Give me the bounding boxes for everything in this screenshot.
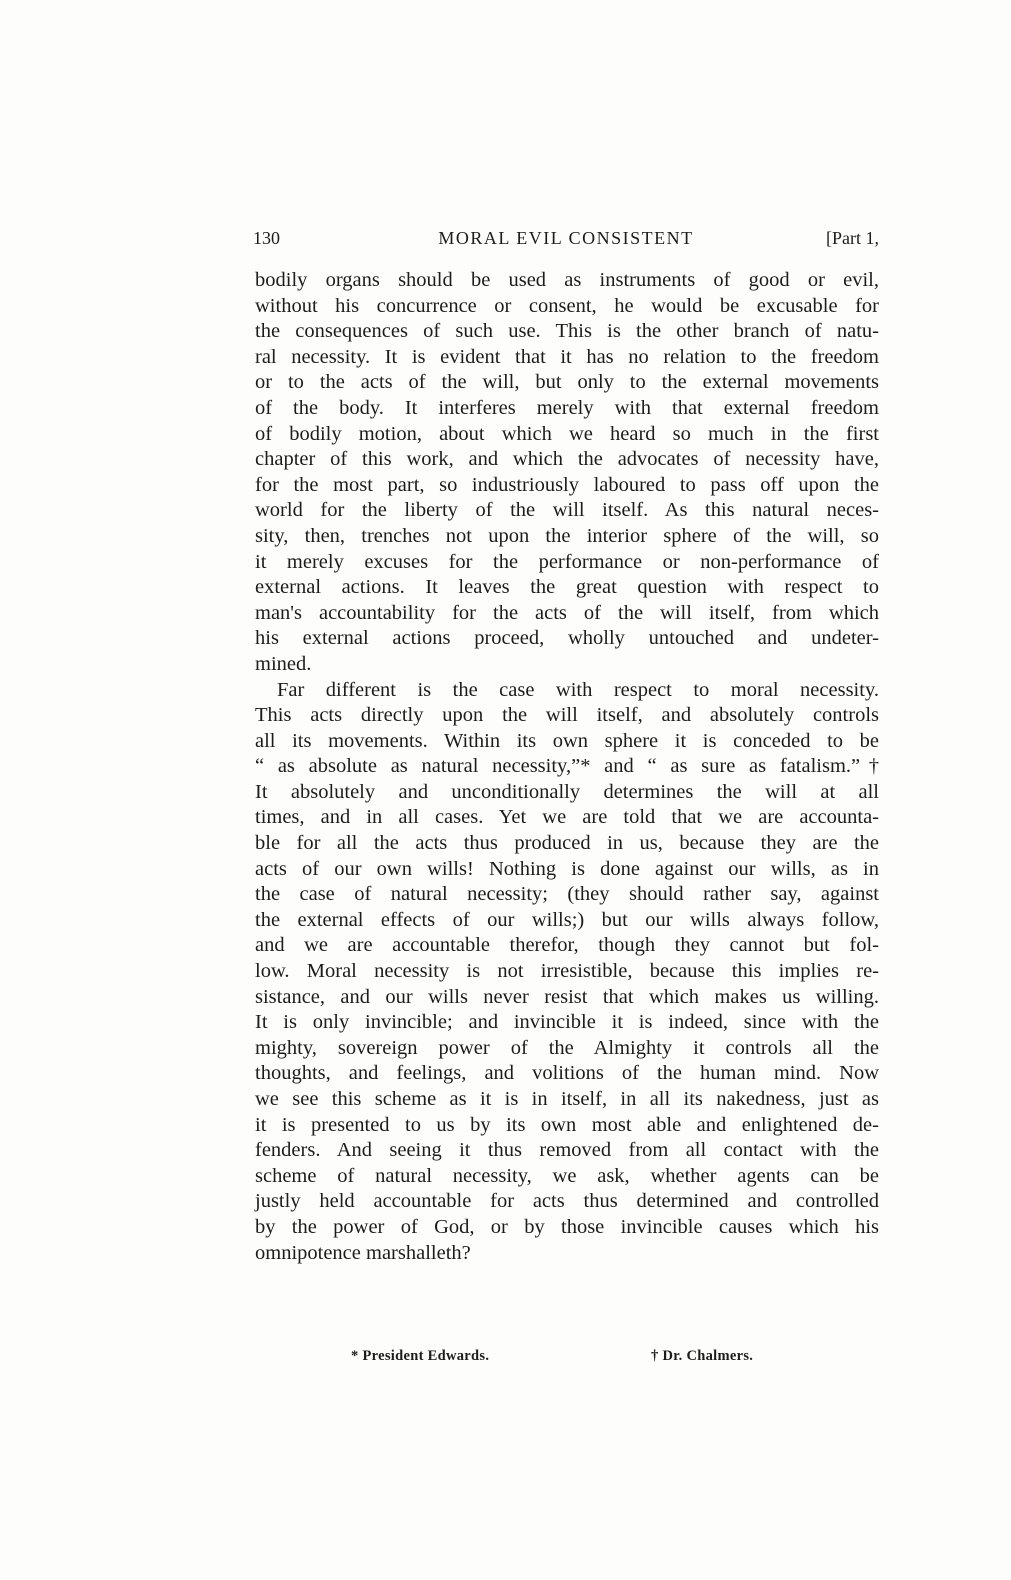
running-head [253, 228, 879, 254]
text-line: mighty, sovereign power of the Almighty it controls all the [255, 1036, 879, 1059]
text-line: the case of natural necessity; (they should rather say, against [255, 883, 879, 906]
text-line: ble for all the acts thus produced in us, because they are the [255, 832, 879, 855]
text-line: it merely excuses for the performance or non-performance of [255, 550, 879, 573]
text-line: by the power of God, or by those invincible causes which his [255, 1215, 879, 1238]
text-line: omnipotence marshalleth? [255, 1241, 471, 1264]
text-line: external actions. It leaves the great question with respect to [255, 576, 879, 599]
text-line: chapter of this work, and which the advocates of necessity have, [255, 448, 879, 471]
part-label: [Part 1, [826, 228, 879, 248]
text-line: his external actions proceed, wholly untouched and undeter- [255, 627, 879, 650]
text-line: of bodily motion, about which we heard so much in the first [255, 422, 879, 445]
text-line: Far different is the case with respect to moral necessity. [277, 678, 879, 701]
text-line: This acts directly upon the will itself, and absolutely controls [255, 704, 879, 727]
text-line: and we are accountable therefor, though they cannot but fol- [255, 934, 879, 957]
text-line: the consequences of such use. This is the other branch of natu- [255, 320, 879, 343]
paragraph-1 [255, 268, 879, 678]
text-line: sistance, and our wills never resist that which makes us willing. [255, 985, 879, 1008]
text-line: It absolutely and unconditionally determines the will at all [255, 780, 879, 803]
text-line: scheme of natural necessity, we ask, whether agents can be [255, 1164, 879, 1187]
text-line: ral necessity. It is evident that it has no relation to the freedom [255, 345, 879, 368]
text-line: for the most part, so industriously laboured to pass off upon the [255, 473, 879, 496]
text-line: or to the acts of the will, but only to the external movements [255, 371, 879, 394]
running-title: MORAL EVIL CONSISTENT [438, 228, 694, 248]
text-line: it is presented to us by its own most able and enlightened de- [255, 1113, 879, 1136]
text-line: mined. [255, 652, 312, 675]
text-line: all its movements. Within its own sphere it is conceded to be [255, 729, 879, 752]
text-line: of the body. It interferes merely with that external freedom [255, 396, 879, 419]
text-line: low. Moral necessity is not irresistible, because this implies re- [255, 960, 879, 983]
footnote-1: * President Edwards. [351, 1348, 490, 1364]
paragraph-2 [255, 678, 879, 1267]
text-line: bodily organs should be used as instruments of good or evil, [255, 269, 879, 291]
text-line: we see this scheme as it is in itself, in all its nakedness, just as [255, 1088, 879, 1110]
text-line: times, and in all cases. Yet we are told that we are accounta- [255, 806, 879, 829]
text-line: thoughts, and feelings, and volitions of the human mind. Now [255, 1062, 879, 1085]
footnote-2: † Dr. Chalmers. [651, 1348, 754, 1364]
page-number: 130 [253, 228, 280, 248]
text-line: justly held accountable for acts thus determined and controlled [255, 1190, 879, 1213]
text-line: fenders. And seeing it thus removed from all contact with the [255, 1139, 879, 1162]
body-text [255, 268, 879, 1266]
text-line: the external effects of our wills;) but our wills always follow, [255, 908, 879, 931]
text-line: sity, then, trenches not upon the interior sphere of the will, so [255, 524, 879, 547]
text-line: “ as absolute as natural necessity,”* and “ as sure as fatalism.”† [255, 755, 879, 778]
text-line: acts of our own wills! Nothing is done against our wills, as in [255, 857, 879, 880]
text-line: It is only invincible; and invincible it is indeed, since with the [255, 1011, 879, 1034]
text-line: world for the liberty of the will itself. As this natural neces- [255, 499, 879, 522]
text-line: man's accountability for the acts of the will itself, from which [255, 601, 879, 624]
text-line: without his concurrence or consent, he would be excusable for [255, 294, 879, 317]
